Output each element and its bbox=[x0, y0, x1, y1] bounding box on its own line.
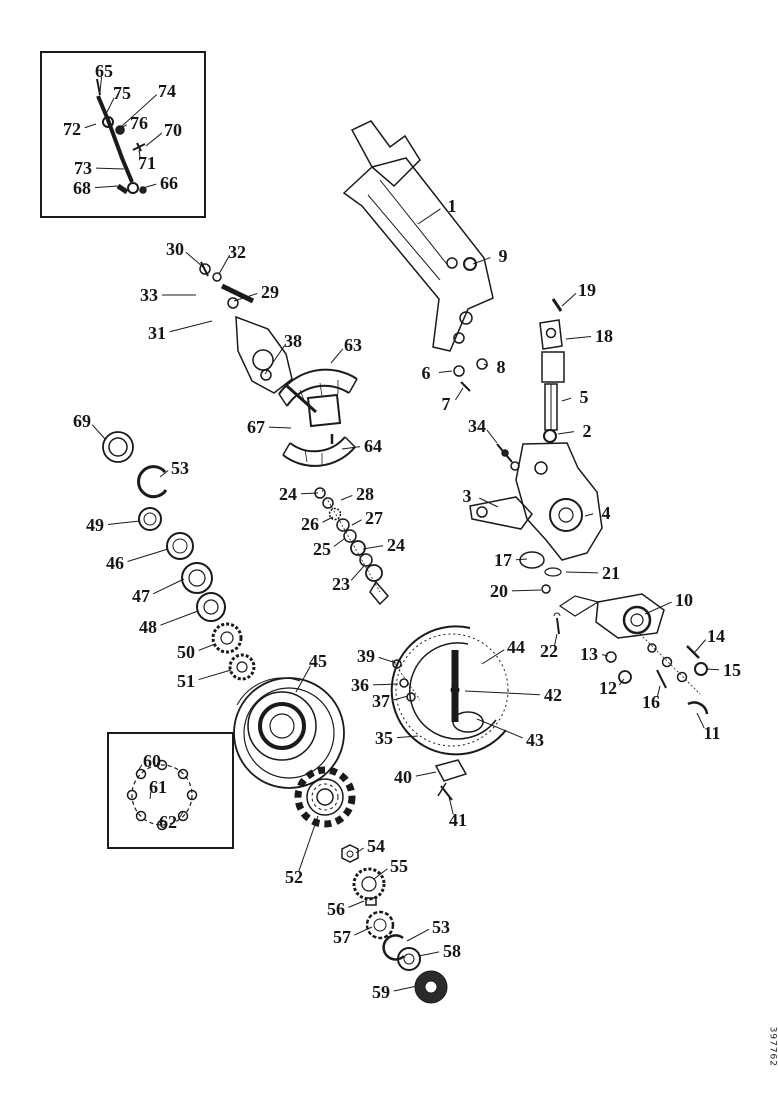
part-ring-47 bbox=[189, 570, 205, 586]
callout-39: 39 bbox=[357, 646, 375, 666]
part-arm-3-hole bbox=[477, 507, 487, 517]
part-bracket-40 bbox=[436, 760, 466, 781]
callout-46: 46 bbox=[106, 553, 124, 573]
callout-18: 18 bbox=[595, 326, 613, 346]
leader-67 bbox=[269, 427, 291, 428]
part-cap-17 bbox=[520, 552, 544, 568]
part-cotter-22 bbox=[554, 613, 560, 616]
callout-13: 13 bbox=[580, 644, 598, 664]
part-bearing-50 bbox=[213, 624, 241, 652]
part-backing-plate bbox=[392, 626, 506, 754]
callout-28: 28 bbox=[356, 484, 374, 504]
callout-43: 43 bbox=[526, 730, 544, 750]
callout-8: 8 bbox=[496, 357, 506, 377]
leader-36 bbox=[373, 684, 398, 685]
callout-55: 55 bbox=[390, 856, 408, 876]
part-pin-19 bbox=[553, 299, 561, 311]
leader-1 bbox=[418, 209, 441, 224]
part-seal-59 bbox=[425, 981, 437, 993]
leader-18 bbox=[566, 336, 591, 339]
part-knuckle-bore bbox=[550, 499, 582, 531]
leader-31 bbox=[170, 321, 212, 332]
callout-68: 68 bbox=[73, 178, 91, 198]
callout-38: 38 bbox=[284, 331, 302, 351]
callout-1: 1 bbox=[447, 196, 457, 216]
callout-66: 66 bbox=[160, 173, 178, 193]
part-pins-34 bbox=[502, 450, 508, 456]
part-knuckle-hole bbox=[535, 462, 547, 474]
leader-63 bbox=[331, 349, 343, 363]
part-rod-33 bbox=[222, 286, 253, 301]
part-cotter-22 bbox=[557, 618, 559, 634]
callout-29: 29 bbox=[261, 282, 279, 302]
part-flange-52 bbox=[317, 789, 333, 805]
callout-27: 27 bbox=[365, 508, 383, 528]
part-brake-shoe-64 bbox=[283, 447, 355, 466]
callout-72: 72 bbox=[63, 119, 81, 139]
callout-57: 57 bbox=[333, 927, 351, 947]
callout-30: 30 bbox=[166, 239, 184, 259]
part-adjuster-washer bbox=[337, 519, 349, 531]
part-nut-15 bbox=[695, 663, 707, 675]
part-hex-nut-54 bbox=[347, 851, 353, 857]
leader-70 bbox=[146, 133, 162, 146]
part-washer-57 bbox=[367, 912, 393, 938]
leader-7 bbox=[455, 388, 463, 400]
callout-26: 26 bbox=[301, 514, 319, 534]
part-washer-11 bbox=[688, 702, 707, 714]
part-brake-shoe-64 bbox=[345, 437, 355, 447]
callout-35: 35 bbox=[375, 728, 393, 748]
callout-45: 45 bbox=[309, 651, 327, 671]
part-bearing-51 bbox=[230, 655, 254, 679]
leader-68 bbox=[95, 186, 118, 188]
leader-44 bbox=[482, 650, 504, 664]
part-ring-49 bbox=[144, 513, 156, 525]
part-bolt-row bbox=[663, 658, 672, 667]
part-shim-21 bbox=[545, 568, 561, 576]
callout-64: 64 bbox=[364, 436, 382, 456]
part-bearing-55 bbox=[354, 869, 384, 899]
part-hub-45 bbox=[234, 678, 344, 788]
callout-56: 56 bbox=[327, 899, 345, 919]
callout-76: 76 bbox=[130, 113, 148, 133]
part-adjuster-clevis bbox=[366, 565, 382, 581]
callout-10: 10 bbox=[675, 590, 693, 610]
callout-19: 19 bbox=[578, 280, 596, 300]
callout-15: 15 bbox=[723, 660, 741, 680]
leader-39 bbox=[379, 657, 396, 663]
callout-63: 63 bbox=[344, 335, 362, 355]
leader-72 bbox=[85, 124, 96, 128]
callout-36: 36 bbox=[351, 675, 369, 695]
callout-11: 11 bbox=[703, 723, 721, 743]
part-brake-shoe-64-hatch bbox=[305, 450, 307, 462]
callout-70: 70 bbox=[164, 120, 182, 140]
leader-21 bbox=[566, 572, 598, 573]
callout-33: 33 bbox=[140, 285, 158, 305]
leader-58 bbox=[419, 952, 439, 956]
part-plate-bolt-36 bbox=[400, 679, 408, 687]
callout-61: 61 bbox=[149, 777, 167, 797]
part-bearing-51 bbox=[237, 662, 247, 672]
part-ring-48 bbox=[197, 593, 225, 621]
part-bearing-50 bbox=[221, 632, 233, 644]
part-bolt-row-axis bbox=[640, 634, 700, 694]
leader-5 bbox=[562, 398, 571, 401]
part-bracket-18 bbox=[540, 320, 562, 349]
callout-59: 59 bbox=[372, 982, 390, 1002]
callout-24: 24 bbox=[279, 484, 297, 504]
part-tie-rod-inset-end bbox=[118, 186, 127, 192]
leader-20 bbox=[512, 590, 541, 591]
callout-3: 3 bbox=[462, 486, 472, 506]
part-axle-beam-flange bbox=[368, 195, 440, 280]
leader-38 bbox=[265, 346, 285, 374]
leader-48 bbox=[160, 611, 198, 625]
leader-47 bbox=[153, 579, 184, 594]
part-brake-shoe-64 bbox=[290, 437, 345, 451]
part-brake-shoe-64 bbox=[283, 443, 290, 455]
part-anchor-38 bbox=[261, 370, 271, 380]
figure-code: 397762 bbox=[767, 1026, 777, 1067]
part-ring-69 bbox=[103, 432, 133, 462]
part-tie-rod-inset-stud bbox=[97, 79, 100, 95]
callout-58: 58 bbox=[443, 941, 461, 961]
callout-69: 69 bbox=[73, 411, 91, 431]
part-adjuster-end-23 bbox=[370, 582, 388, 604]
callout-40: 40 bbox=[394, 767, 412, 787]
callout-32: 32 bbox=[228, 242, 246, 262]
part-bearing-55 bbox=[362, 877, 376, 891]
part-ring-49 bbox=[139, 508, 161, 530]
part-ring-46 bbox=[173, 539, 187, 553]
leader-25 bbox=[334, 539, 344, 547]
part-stud-13 bbox=[606, 652, 616, 662]
callout-47: 47 bbox=[132, 586, 150, 606]
part-steering-arm-10 bbox=[624, 607, 650, 633]
part-washer-58 bbox=[404, 954, 414, 964]
callout-67: 67 bbox=[247, 417, 265, 437]
callout-20: 20 bbox=[490, 581, 508, 601]
leader-4 bbox=[585, 514, 593, 516]
part-ring-47 bbox=[182, 563, 212, 593]
leader-64 bbox=[342, 447, 360, 449]
callout-6: 6 bbox=[421, 363, 431, 383]
leader-6 bbox=[439, 371, 452, 373]
callout-53: 53 bbox=[432, 917, 450, 937]
part-knuckle-bore bbox=[559, 508, 573, 522]
part-kingpin-upper-block bbox=[542, 352, 564, 382]
callout-14: 14 bbox=[707, 626, 725, 646]
leader-30 bbox=[186, 252, 203, 267]
leader-42 bbox=[465, 691, 540, 695]
part-ring-69 bbox=[109, 438, 127, 456]
callout-16: 16 bbox=[642, 692, 660, 712]
part-washer-6 bbox=[454, 366, 464, 376]
part-bolt-14 bbox=[687, 646, 699, 658]
part-tie-rod-inset-washer bbox=[128, 183, 138, 193]
part-bolt-9 bbox=[447, 258, 457, 268]
part-brake-shoe-63 bbox=[349, 379, 357, 393]
part-brake-shoe-63 bbox=[279, 394, 287, 406]
callout-65: 65 bbox=[95, 61, 113, 81]
part-nut-8 bbox=[477, 359, 487, 369]
leader-53 bbox=[407, 929, 429, 941]
callout-34: 34 bbox=[468, 416, 486, 436]
leader-52 bbox=[299, 816, 318, 871]
part-adjuster-washer bbox=[344, 530, 356, 542]
part-snap-ring-53 bbox=[139, 467, 166, 497]
leader-2 bbox=[558, 432, 574, 434]
leader-46 bbox=[128, 549, 168, 561]
callout-9: 9 bbox=[498, 246, 508, 266]
leader-3 bbox=[479, 498, 498, 507]
callout-17: 17 bbox=[494, 550, 512, 570]
callout-37: 37 bbox=[372, 691, 390, 711]
leader-19 bbox=[562, 293, 576, 306]
callout-25: 25 bbox=[313, 539, 331, 559]
callout-51: 51 bbox=[177, 671, 195, 691]
callout-2: 2 bbox=[582, 421, 592, 441]
leader-14 bbox=[695, 640, 706, 652]
part-ring-46 bbox=[167, 533, 193, 559]
part-bolt-20 bbox=[542, 585, 550, 593]
callout-41: 41 bbox=[449, 810, 467, 830]
callout-50: 50 bbox=[177, 642, 195, 662]
part-flange-52 bbox=[312, 784, 338, 810]
leader-23 bbox=[351, 566, 364, 580]
callout-73: 73 bbox=[74, 158, 92, 178]
leader-49 bbox=[108, 521, 140, 524]
callout-12: 12 bbox=[599, 678, 617, 698]
part-flange-52 bbox=[298, 770, 352, 824]
callout-22: 22 bbox=[540, 641, 558, 661]
leader-10 bbox=[645, 602, 672, 614]
callout-42: 42 bbox=[544, 685, 562, 705]
callout-75: 75 bbox=[113, 83, 131, 103]
part-drag-link-31 bbox=[236, 317, 292, 393]
callout-23: 23 bbox=[332, 574, 350, 594]
part-ring-48 bbox=[204, 600, 218, 614]
leader-73 bbox=[96, 168, 124, 169]
leader-27 bbox=[352, 520, 362, 525]
part-axle-beam-flange bbox=[380, 180, 450, 268]
part-hex-nut-54 bbox=[342, 845, 358, 862]
leader-37 bbox=[394, 696, 408, 700]
part-brake-shoe-63 bbox=[287, 386, 349, 406]
part-stud-16 bbox=[657, 670, 666, 688]
callout-44: 44 bbox=[507, 637, 525, 657]
callout-31: 31 bbox=[148, 323, 166, 343]
callout-52: 52 bbox=[285, 867, 303, 887]
part-hub-45 bbox=[270, 714, 294, 738]
callout-54: 54 bbox=[367, 836, 385, 856]
part-hub-45 bbox=[260, 704, 304, 748]
part-snap-ring-53b bbox=[384, 935, 404, 959]
callout-53: 53 bbox=[171, 458, 189, 478]
leader-51 bbox=[199, 670, 231, 680]
part-pins-34 bbox=[511, 462, 519, 470]
callout-49: 49 bbox=[86, 515, 104, 535]
callout-7: 7 bbox=[441, 394, 451, 414]
leader-56 bbox=[348, 901, 364, 907]
leader-43 bbox=[477, 719, 523, 738]
callout-60: 60 bbox=[143, 751, 161, 771]
callout-5: 5 bbox=[579, 387, 589, 407]
part-bracket-18-hole bbox=[547, 329, 556, 338]
leader-28 bbox=[341, 495, 352, 500]
leader-34 bbox=[487, 430, 497, 443]
callout-24: 24 bbox=[387, 535, 405, 555]
part-adjuster-washer bbox=[323, 498, 333, 508]
leader-59 bbox=[394, 986, 417, 991]
callout-62: 62 bbox=[159, 812, 177, 832]
leader-50 bbox=[199, 644, 215, 650]
part-nut-29 bbox=[228, 298, 238, 308]
part-washer-57 bbox=[374, 919, 386, 931]
callout-71: 71 bbox=[138, 153, 156, 173]
callout-21: 21 bbox=[602, 563, 620, 583]
part-bolt-row bbox=[678, 673, 687, 682]
leader-40 bbox=[416, 772, 436, 776]
part-bolt-row bbox=[648, 644, 656, 652]
part-arm-clamp bbox=[560, 596, 598, 616]
part-ring-2 bbox=[544, 430, 556, 442]
leader-17 bbox=[516, 559, 527, 560]
callout-4: 4 bbox=[601, 503, 611, 523]
callout-48: 48 bbox=[139, 617, 157, 637]
leader-24 bbox=[363, 546, 383, 549]
leader-26 bbox=[322, 517, 333, 522]
leader-69 bbox=[92, 425, 106, 440]
part-washer-12 bbox=[619, 671, 631, 683]
callout-74: 74 bbox=[158, 81, 176, 101]
leader-35 bbox=[397, 736, 418, 738]
leader-66 bbox=[143, 184, 156, 188]
part-washer-32 bbox=[213, 273, 221, 281]
part-steering-arm-10 bbox=[631, 614, 643, 626]
